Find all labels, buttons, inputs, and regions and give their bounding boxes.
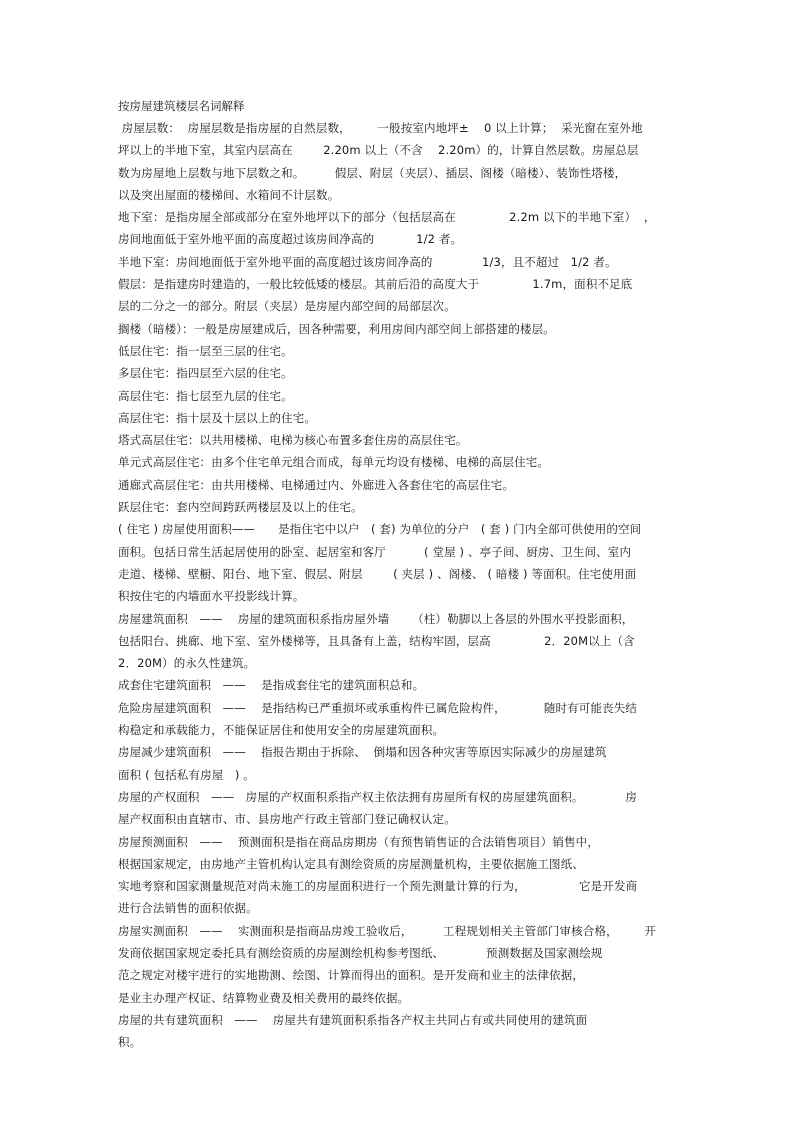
text-line: 层的二分之一的部分。附层（夹层）是房屋内部空间的局部层次。 (118, 299, 456, 314)
text-line: 房屋的产权面积 —— 房屋的产权面积系指产权主依法拥有房屋所有权的房屋建筑面积。 房 (118, 789, 638, 804)
text-line: 屋产权面积由直辖市、市、县房地产行政主管部门登记确权认定。 (118, 812, 456, 827)
text-line: 数为房屋地上层数与地下层数之和。 假层、附层（夹层）、插层、阁楼（暗楼）、装饰性塔楼， (118, 165, 627, 180)
text-line: 2．20M）的永久性建筑。 (118, 656, 256, 671)
text-line: 发商依据国家规定委托具有测绘资质的房屋测绘机构参考图纸、 预测数据及国家测绘规 (118, 945, 603, 960)
text-line: 是业主办理产权证、结算物业费及相关费用的最终依据。 (118, 990, 410, 1005)
text-line: 危险房屋建筑面积 —— 是指结构已严重损坏或承重构件已属危险构件， 随时有可能丧失结 (118, 700, 638, 715)
text-line: 地下室：是指房屋全部或部分在室外地坪以下的部分（包括层高在 2.2m 以下的半地下室） ， (118, 210, 656, 225)
text-line: 高层住宅：指七层至九层的住宅。 (118, 388, 293, 403)
text-line: 单元式高层住宅：由多个住宅单元组合而成，每单元均设有楼梯、电梯的高层住宅。 (118, 455, 550, 470)
text-line: 进行合法销售的面积依据。 (118, 901, 258, 916)
text-line: 多层住宅：指四层至六层的住宅。 (118, 366, 293, 381)
text-line: 跃层住宅：套内空间跨跃两楼层及以上的住宅。 (118, 500, 363, 515)
text-line: 积按住宅的内墙面水平投影线计算。 (118, 589, 305, 604)
text-line: 高层住宅：指十层及十层以上的住宅。 (118, 410, 317, 425)
text-line: 通廊式高层住宅：由共用楼梯、电梯通过内、外廊进入各套住宅的高层住宅。 (118, 477, 515, 492)
text-line: 房间地面低于室外地平面的高度超过该房间净高的 1/2 者。 (118, 232, 463, 247)
text-line: 房屋层数： 房屋层数是指房屋的自然层数， 一般按室内地坪± 0 以上计算； 采光窗在室外地 (118, 121, 643, 135)
text-line: 塔式高层住宅：以共用楼梯、电梯为核心布置多套住房的高层住宅。 (118, 433, 468, 448)
text-line: 房屋实测面积 —— 实测面积是指商品房竣工验收后， 工程规划相关主管部门审核合格， 开 (118, 923, 657, 938)
text-line: 面积。包括日常生活起居使用的卧室、起居室和客厅 ( 堂屋 ) 、亭子间、厨房、卫生间、室内 (118, 544, 632, 559)
text-line: 范之规定对楼宇进行的实地勘测、绘图、计算而得出的面积。是开发商和业主的法律依据， (118, 968, 584, 983)
text-line: 包括阳台、挑廊、地下室、室外楼梯等，且具备有上盖，结构牢固，层高 2．20M以上（含 (118, 633, 635, 648)
text-line: 以及突出屋面的楼梯间、水箱间不计层数。 (118, 187, 340, 202)
text-line: 房屋建筑面积 —— 房屋的建筑面积系指房屋外墙 （柱）勒脚以上各层的外围水平投影面积， (118, 611, 634, 626)
document-title: 按房屋建筑楼层名词解释 (118, 99, 245, 113)
text-line: 实地考察和国家测量规范对尚未施工的房屋面积进行一个预先测量计算的行为， 它是开发商 (118, 879, 638, 894)
text-line: 房屋减少建筑面积 —— 指报告期由于拆除、 倒塌和因各种灾害等原因实际减少的房屋建筑 (118, 745, 607, 760)
text-line: 积。 (118, 1035, 142, 1050)
document-body (118, 117, 678, 1053)
text-line: 假层：是指建房时建造的，一般比较低矮的楼层。其前后沿的高度大于 1.7m，面积不足底 (118, 277, 633, 292)
text-line: 成套住宅建筑面积 —— 是指成套住宅的建筑面积总和。 (118, 678, 425, 693)
text-line: 半地下室：房间地面低于室外地平面的高度超过该房间净高的 1/3，且不超过 1/2 者。 (118, 254, 617, 269)
text-line: 房屋预测面积 —— 预测面积是指在商品房期房（有预售销售证的合法销售项目）销售中， (118, 834, 599, 849)
text-line: 低层住宅：指一层至三层的住宅。 (118, 343, 293, 358)
text-line: 构稳定和承载能力，不能保证居住和使用安全的房屋建筑面积。 (118, 723, 445, 738)
text-line: 房屋的共有建筑面积 —— 房屋共有建筑面积系指各产权主共同占有或共同使用的建筑面 (118, 1012, 588, 1027)
text-line: 根据国家规定，由房地产主管机构认定具有测绘资质的房屋测量机构，主要依据施工图纸、 (118, 856, 584, 871)
text-line: 走道、楼梯、壁橱、阳台、地下室、假层、附层 ( 夹层 ) 、阁楼、 ( 暗楼 ) 等面积。住宅使用面 (118, 566, 637, 581)
text-line: 搁楼（暗楼）：一般是房屋建成后，因各种需要，利用房间内部空间上部搭建的楼层。 (118, 321, 555, 336)
text-line: 坪以上的半地下室，其室内层高在 2.20m 以上（不含 2.20m）的，计算自然层数。房屋总层 (118, 143, 639, 158)
text-line: 面积 ( 包括私有房屋 ) 。 (118, 767, 255, 782)
document-page (118, 95, 678, 1053)
text-line: ( 住宅 ) 房屋使用面积—— 是指住宅中以户 ( 套) 为单位的分户 ( 套 ) 门内全部可供使用的空间 (118, 522, 642, 537)
